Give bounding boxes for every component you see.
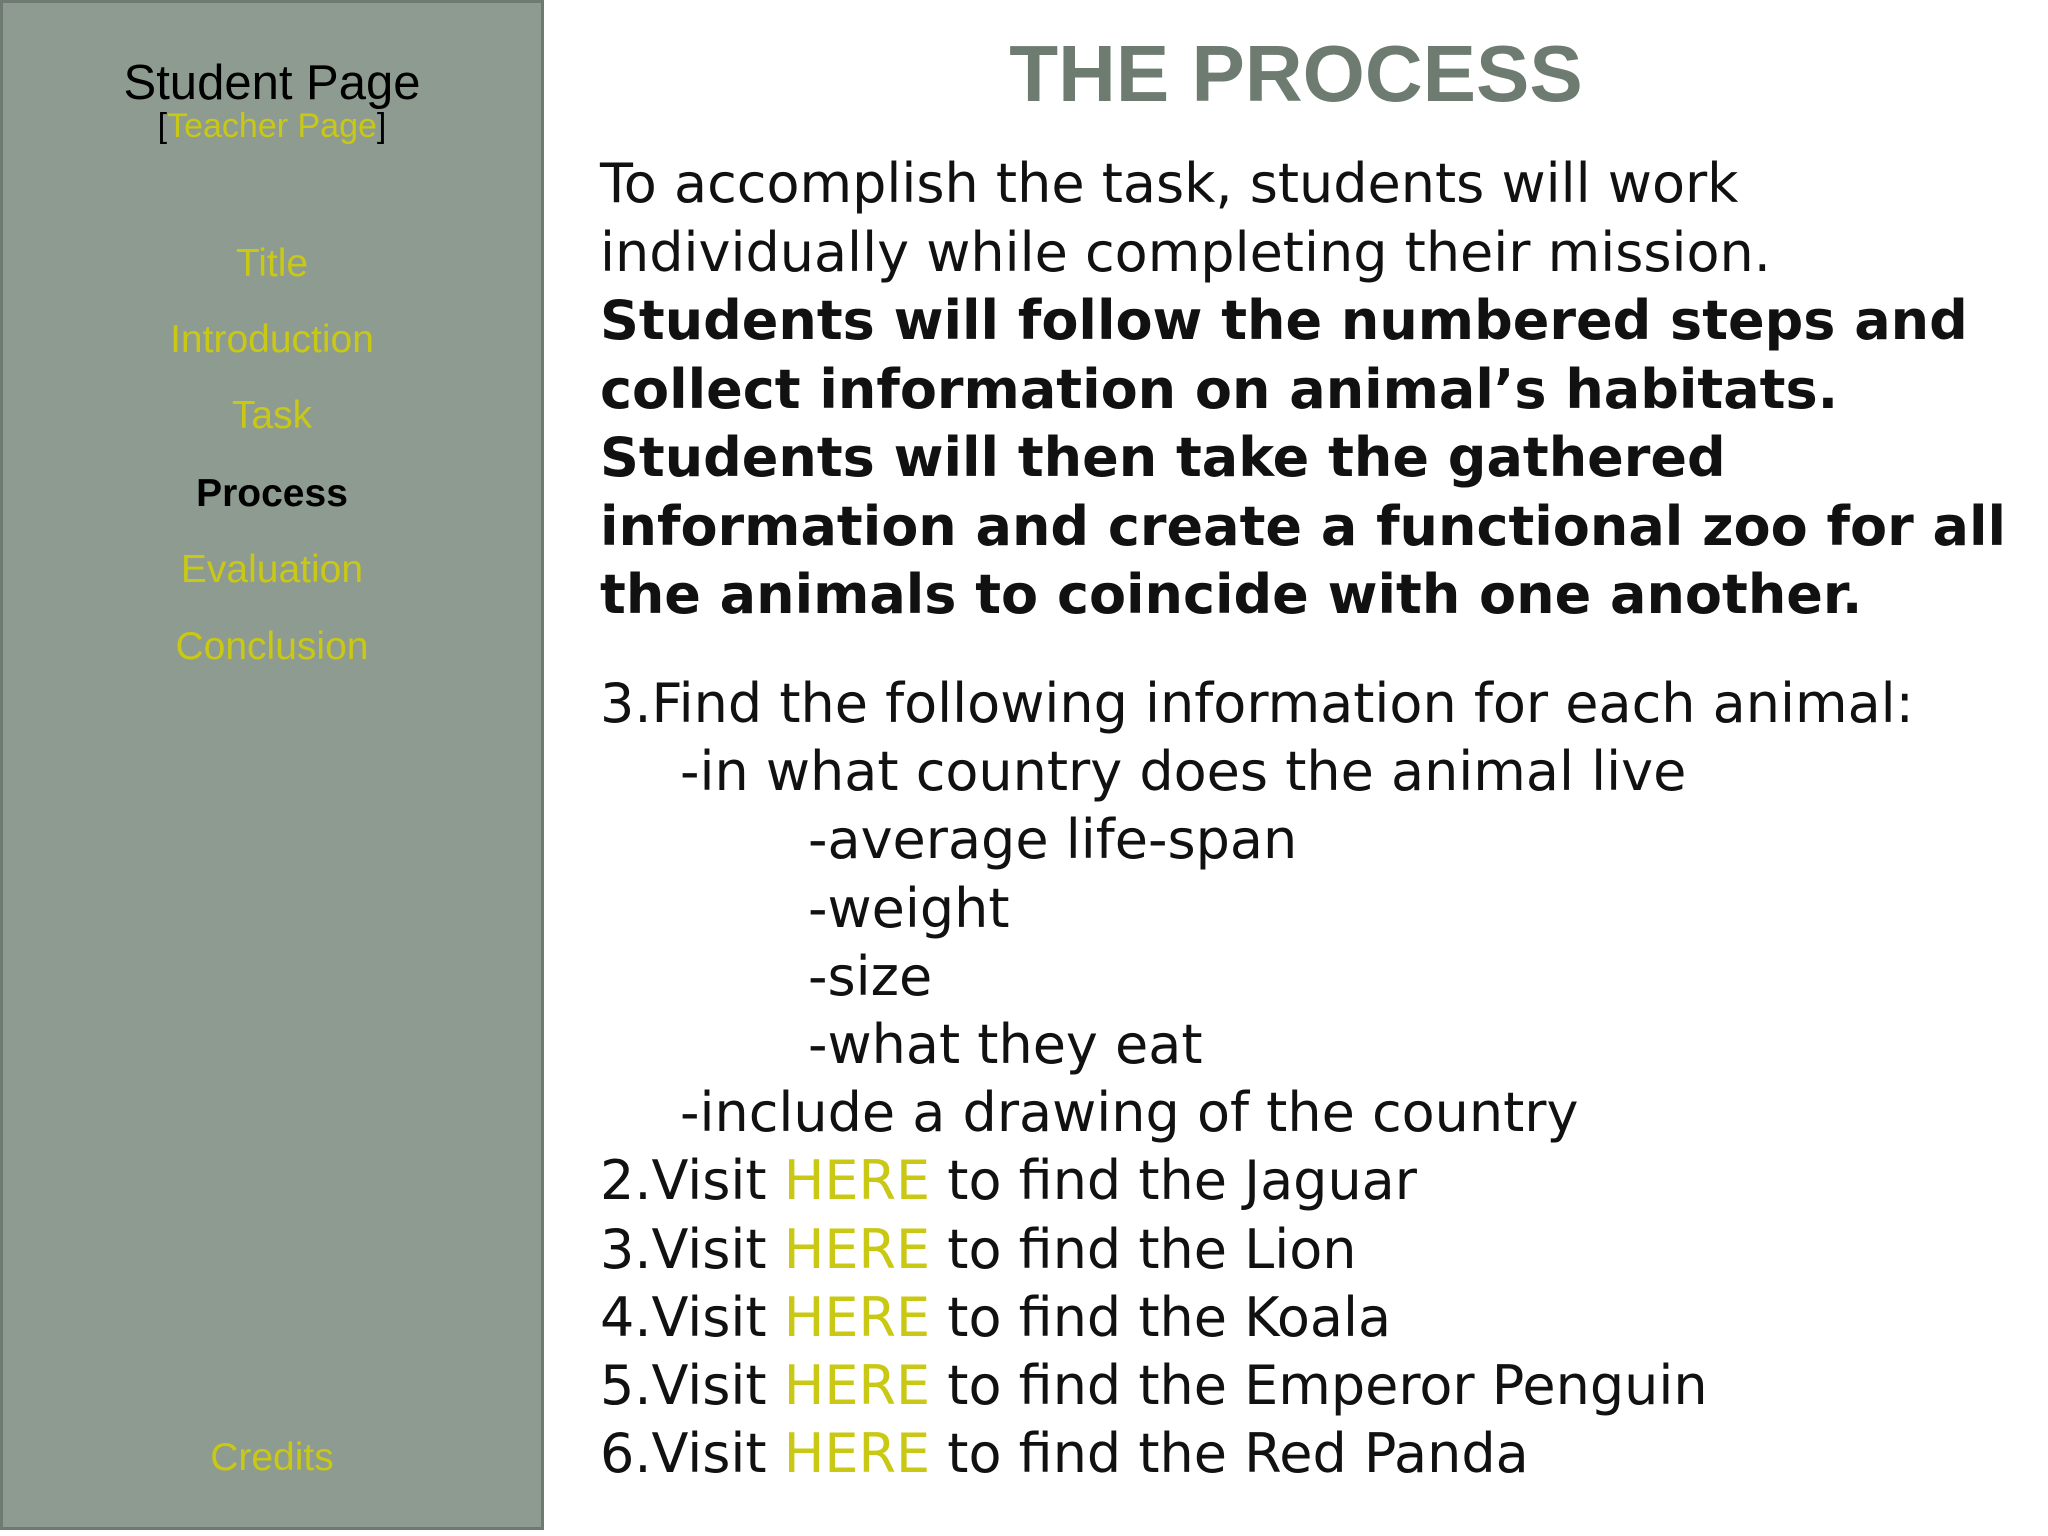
nav-link-evaluation[interactable]: Evaluation: [180, 548, 364, 591]
bracket-open: [: [157, 107, 168, 145]
here-link-jaguar[interactable]: HERE: [783, 1149, 931, 1213]
step-text: 2.Visit: [600, 1149, 784, 1213]
nav-link-conclusion[interactable]: Conclusion: [175, 625, 369, 668]
bracket-close: ]: [376, 107, 387, 145]
intro-bold-text: Students will follow the numbered steps and collect information on animal’s habitats. Students will then take the gathered information and create a functional zoo for all the animals to coincide with one another.: [600, 289, 2006, 626]
student-page-heading: Student Page: [123, 56, 421, 110]
page-title: THE PROCESS: [1009, 29, 1583, 118]
step-text: 5.Visit: [600, 1354, 784, 1418]
sub-item-country: -in what country does the animal live: [680, 740, 1687, 804]
step-visit-emperor-penguin: [600, 1352, 2030, 1420]
nav-link-task[interactable]: Task: [231, 394, 313, 437]
step-text: 3.Visit: [600, 1217, 784, 1281]
teacher-page-line: [3, 107, 541, 146]
step-visit-jaguar: [600, 1147, 2030, 1215]
sub-item-drawing: -include a drawing of the country: [680, 1081, 1579, 1145]
sub-item-lifespan: -average life-span: [808, 808, 1298, 872]
nav-item-process-current: Process: [196, 472, 348, 515]
sub-item-size: -size: [808, 944, 933, 1008]
nav-link-credits[interactable]: Credits: [210, 1436, 334, 1479]
step-visit-lion: [600, 1216, 2030, 1284]
sidebar-nav: [0, 0, 544, 1530]
intro-paragraph: [600, 150, 2030, 630]
step-text: to find the Koala: [930, 1285, 1392, 1349]
process-steps: [600, 670, 2030, 1488]
step-text: to find the Lion: [930, 1217, 1357, 1281]
step-visit-red-panda: [600, 1420, 2030, 1488]
step-text: 4.Visit: [600, 1285, 784, 1349]
step-text: to find the Jaguar: [930, 1149, 1417, 1213]
here-link-emperor-penguin[interactable]: HERE: [783, 1354, 931, 1418]
nav-link-title[interactable]: Title: [235, 242, 309, 285]
here-link-koala[interactable]: HERE: [783, 1285, 931, 1349]
step-text: 6.Visit: [600, 1422, 784, 1486]
step-text: to find the Red Panda: [930, 1422, 1529, 1486]
here-link-red-panda[interactable]: HERE: [783, 1422, 931, 1486]
sub-item-weight: -weight: [808, 876, 1010, 940]
sub-item-diet: -what they eat: [808, 1013, 1203, 1077]
step-find-info: 3.Find the following information for each animal:: [600, 672, 1914, 735]
nav-link-introduction[interactable]: Introduction: [170, 318, 374, 361]
main-content: [544, 0, 2048, 1536]
step-text: to find the Emperor Penguin: [930, 1354, 1708, 1418]
teacher-page-link[interactable]: Teacher Page: [167, 107, 377, 145]
here-link-lion[interactable]: HERE: [783, 1217, 931, 1281]
step-visit-koala: [600, 1284, 2030, 1352]
intro-plain-text: To accomplish the task, students will work individually while completing their mission.: [600, 152, 1771, 284]
